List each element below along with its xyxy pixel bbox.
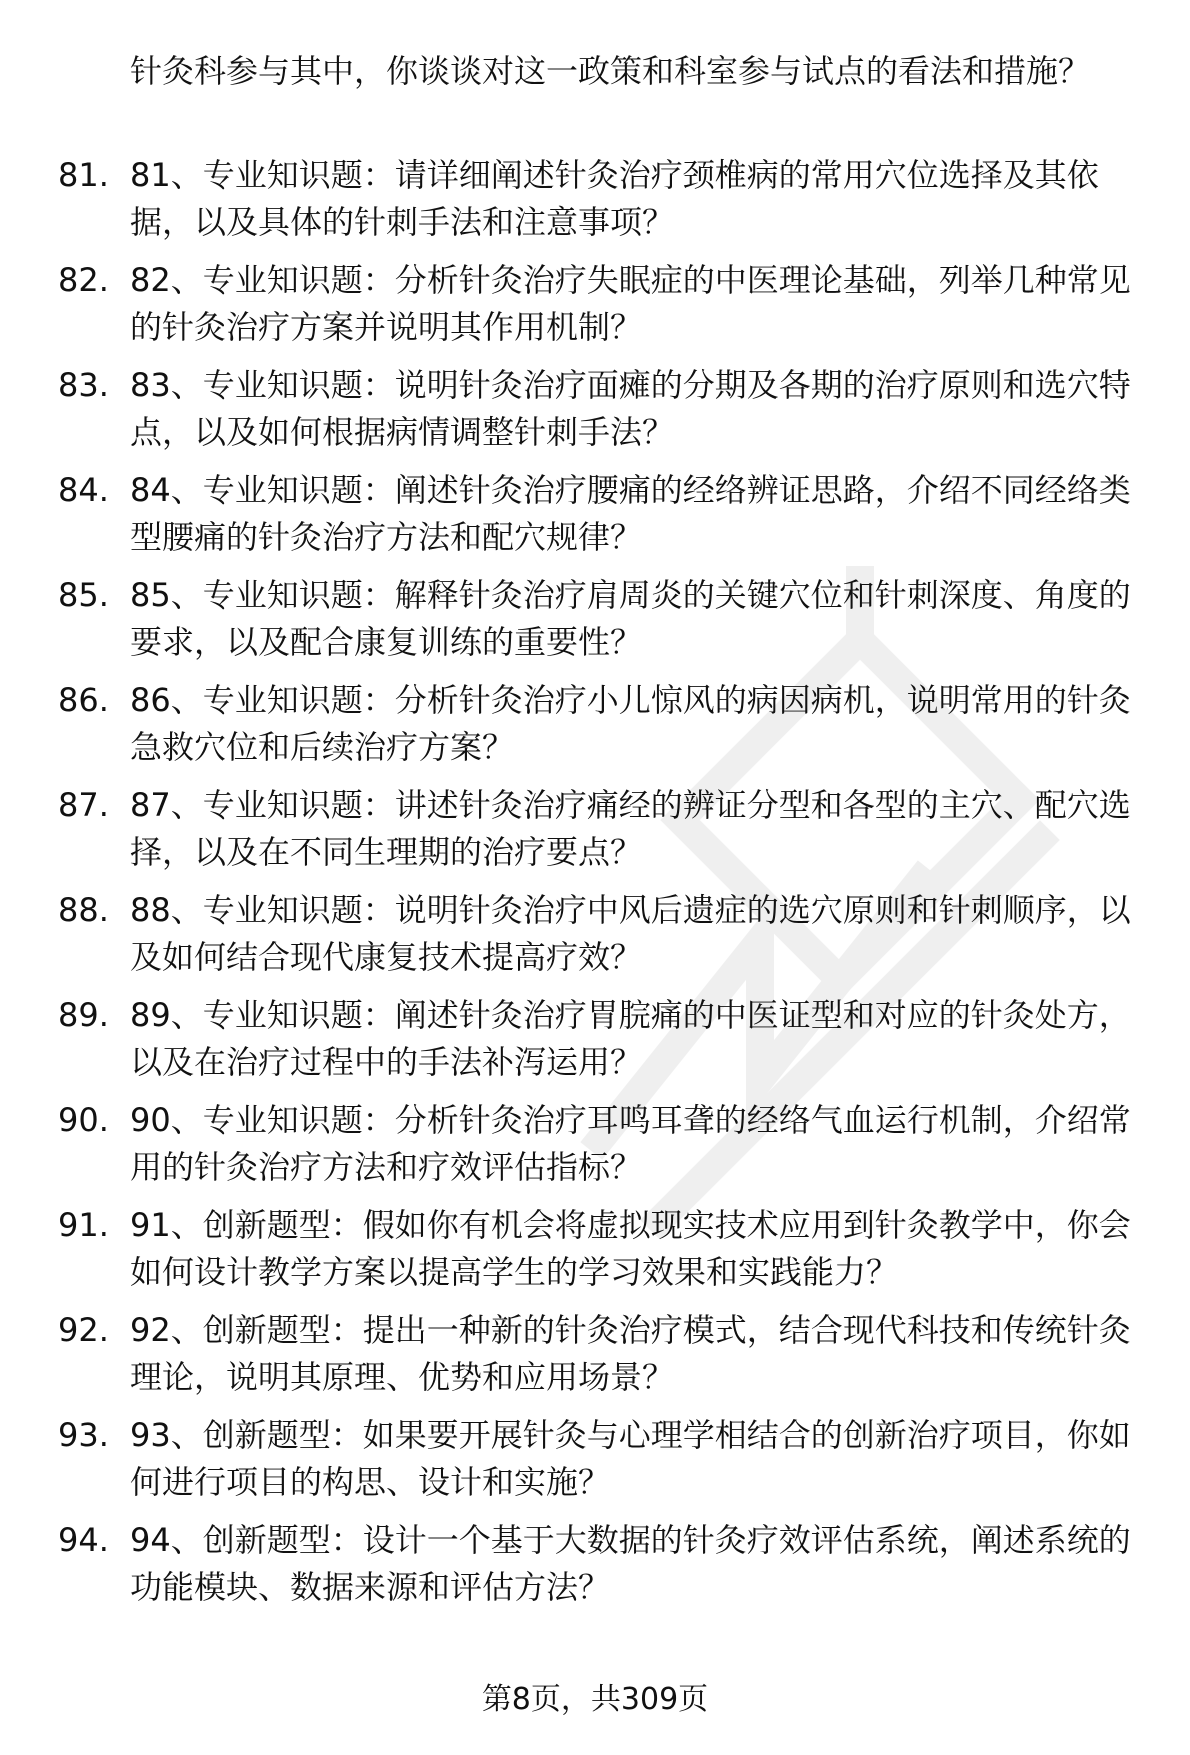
list-item-number: 87. [58,786,109,824]
list-item-text: 88、专业知识题：说明针灸治疗中风后遗症的选穴原则和针刺顺序，以及如何结合现代康复技术提高疗效？ [130,891,1131,976]
list-item-number: 88. [58,891,109,929]
list-item-number: 92. [58,1311,109,1349]
list-item-text: 85、专业知识题：解释针灸治疗肩周炎的关键穴位和针刺深度、角度的要求，以及配合康复训练的重要性？ [130,576,1131,661]
page-number-footer: 第8页，共309页 [481,1682,709,1717]
list-item [58,1097,1158,1191]
list-item-number: 86. [58,681,109,719]
list-item-text: 91、创新题型：假如你有机会将虚拟现实技术应用到针灸教学中，你会如何设计教学方案以提高学生的学习效果和实践能力？ [130,1206,1131,1291]
list-item [58,1517,1158,1611]
list-item [58,1307,1158,1401]
list-item [58,1412,1158,1506]
intro-continuation-text: 针灸科参与其中，你谈谈对这一政策和科室参与试点的看法和措施？ [130,52,1091,90]
list-item-text: 90、专业知识题：分析针灸治疗耳鸣耳聋的经络气血运行机制，介绍常用的针灸治疗方法和疗效评估指标？ [130,1101,1131,1186]
list-item-number: 85. [58,576,109,614]
list-item-number: 94. [58,1521,109,1559]
list-item-number: 91. [58,1206,109,1244]
list-item-number: 83. [58,366,109,404]
list-item-text: 86、专业知识题：分析针灸治疗小儿惊风的病因病机，说明常用的针灸急救穴位和后续治疗方案？ [130,681,1131,766]
list-item-text: 82、专业知识题：分析针灸治疗失眠症的中医理论基础，列举几种常见的针灸治疗方案并说明其作用机制？ [130,261,1131,346]
list-item-number: 84. [58,471,109,509]
list-item [58,677,1158,771]
list-item [58,152,1158,246]
list-item [58,887,1158,981]
list-item [58,782,1158,876]
list-item-text: 94、创新题型：设计一个基于大数据的针灸疗效评估系统，阐述系统的功能模块、数据来源和评估方法？ [130,1521,1131,1606]
list-item-text: 83、专业知识题：说明针灸治疗面瘫的分期及各期的治疗原则和选穴特点，以及如何根据病情调整针刺手法？ [130,366,1131,451]
list-item [58,467,1158,561]
list-item-number: 82. [58,261,109,299]
list-item-text: 81、专业知识题：请详细阐述针灸治疗颈椎病的常用穴位选择及其依据，以及具体的针刺手法和注意事项？ [130,156,1099,241]
list-item [58,362,1158,456]
list-item [58,257,1158,351]
list-item-text: 84、专业知识题：阐述针灸治疗腰痛的经络辨证思路，介绍不同经络类型腰痛的针灸治疗方法和配穴规律？ [130,471,1131,556]
list-item-text: 93、创新题型：如果要开展针灸与心理学相结合的创新治疗项目，你如何进行项目的构思、设计和实施？ [130,1416,1131,1501]
list-item [58,1202,1158,1296]
list-item [58,992,1158,1086]
list-item-number: 93. [58,1416,109,1454]
list-item-text: 92、创新题型：提出一种新的针灸治疗模式，结合现代科技和传统针灸理论，说明其原理、优势和应用场景？ [130,1311,1131,1396]
question-list [58,152,1158,1622]
list-item-number: 89. [58,996,109,1034]
list-item-number: 90. [58,1101,109,1139]
list-item-text: 89、专业知识题：阐述针灸治疗胃脘痛的中医证型和对应的针灸处方，以及在治疗过程中的手法补泻运用？ [130,996,1131,1081]
list-item-number: 81. [58,156,109,194]
list-item [58,572,1158,666]
list-item-text: 87、专业知识题：讲述针灸治疗痛经的辨证分型和各型的主穴、配穴选择，以及在不同生理期的治疗要点？ [130,786,1131,871]
